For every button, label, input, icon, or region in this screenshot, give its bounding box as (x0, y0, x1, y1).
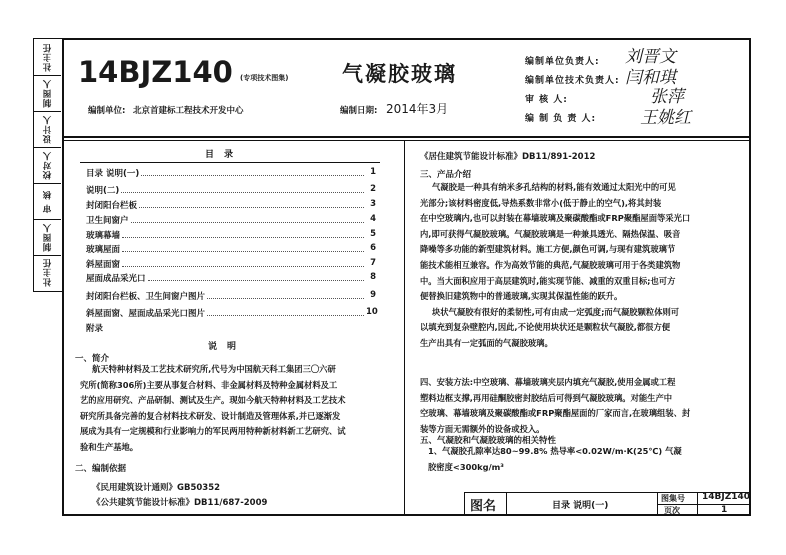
atlas-code: 14BJZ140 (78, 55, 233, 89)
atlas-number-label: 图集号 (661, 494, 685, 503)
notes-title: 说明 (208, 342, 247, 352)
drawing-name: 目录 说明(一) (552, 501, 609, 511)
side-cell: 社主任 (34, 39, 61, 76)
title-block-line (506, 492, 507, 516)
date-label: 编制日期: (340, 106, 378, 116)
side-cell: 设计人 (34, 111, 61, 148)
header-divider (62, 136, 751, 138)
toc-item: 卫生间窗户 4 (86, 214, 376, 226)
toc-item: 附录 (86, 324, 104, 334)
reference-item: 《居住建筑节能设计标准》DB11/891-2012 (420, 152, 596, 162)
reference-item: 《公共建筑节能设计标准》DB11/687-2009 (92, 498, 268, 508)
header-divider-thin (62, 140, 751, 141)
toc-item: 封闭阳台栏板 3 (86, 199, 376, 211)
page-number: 1 (721, 505, 728, 515)
atlas-number: 14BJZ140 (702, 492, 751, 502)
properties-paragraph: 1、气凝胶孔隙率达80~99.8% 热导率<0.02W/m·K(25℃) 气凝 胶密度<300kg/m³ (428, 446, 682, 472)
signature: 张萍 (650, 87, 684, 107)
role-label: 编制单位负责人: (525, 57, 600, 67)
toc-item: 目录 说明(一) 1 (86, 167, 376, 179)
section-heading: 三、产品介绍 (420, 170, 472, 180)
compiler: 北京首建标工程技术开发中心 (133, 106, 244, 116)
side-cell: 社主任 (42, 258, 53, 287)
signature: 闫和琪 (625, 68, 676, 88)
date: 2014年3月 (386, 102, 449, 116)
toc-item: 斜屋面窗 7 (86, 258, 376, 270)
role-label: 审 核 人: (525, 95, 568, 105)
section-heading: 一、简介 (75, 354, 110, 364)
signature: 王姚红 (640, 108, 691, 128)
column-divider (404, 140, 405, 516)
reference-item: 《民用建筑设计通则》GB50352 (92, 483, 221, 493)
installation-paragraph: 四、安装方法:中空玻璃、幕墙玻璃夹层内填充气凝胶,使用金属或工程 塑料边框支撑,再用硅酮胶密封胶结后可得到气凝胶玻璃。对能生产中 空玻璃、幕墙玻璃及聚碳酸酯或FRP聚酯屋面的厂家而言,在玻璃组装、封 装等方面无需额外的设备或投入。 (420, 377, 691, 434)
side-cell: 审 核 (34, 183, 61, 220)
section-paragraph: 气凝胶是一种具有纳米多孔结构的材料,能有效通过太阳光中的可见 光部分;该材料密度低,导热系数非常小(低于静止的空气),将其封装 在中空玻璃内,也可以封装在幕墙玻璃及聚碳酸酯或FRP聚酯屋面等采光口 内,即可获得气凝胶玻璃。气凝胶玻璃是一种兼具透光、隔热保温、吸音 降噪等多功能的新型建筑材料。施工方便,颜色可调,与现有建筑玻璃节 能技术能相互兼容。作为高效节能的典范,气凝胶玻璃可用于各类建筑物 中。当大面积应用于高层建筑时,能实现节能、减重的双重目标;也可方 便替换旧建筑物中的普通玻璃,实现其保温性能的跃升。 块状气凝胶有很好的柔韧性,可有由成一定弧度;而气凝胶颗粒体则可 以填充到复杂壁腔内,因此,不论使用块状还是颗粒状气凝胶,都很方便 生产出具有一定弧面的气凝胶玻璃。 (420, 182, 691, 348)
side-cell: 校对人 (34, 147, 61, 184)
side-cell: 制图人 (34, 75, 61, 112)
toc-item: 玻璃幕墙 5 (86, 229, 376, 241)
signature: 刘晋文 (625, 47, 676, 67)
atlas-code-note: (专项技术图集) (240, 74, 289, 82)
compiler-label: 编制单位: (88, 106, 126, 116)
drawing-name-label: 图名 (470, 499, 497, 514)
toc-rule (80, 162, 380, 163)
page-title: 气凝胶玻璃 (342, 62, 457, 86)
section-heading: 五、气凝胶和气凝胶玻璃的相关特性 (420, 436, 557, 446)
side-cell: 制图人 (34, 219, 61, 256)
side-strip (33, 38, 63, 292)
toc-title: 目录 (205, 150, 244, 160)
toc-item: 封闭阳台栏板、卫生间窗户图片 9 (86, 290, 376, 302)
toc-item: 玻璃屋面 6 (86, 243, 376, 255)
section-paragraph: 航天特种材料及工艺技术研究所,代号为中国航天科工集团三〇六研 究所(简称306所)主要从事复合材料、非金属材料及特种金属材料及工 艺的应用研究、产品研制、测试及生产。现如今航天特种材料及工艺技术 研究所具备完善的复合材料技术研发、设计制造及管理体系,并已逐渐发 展成为具有一定规模和行业影响力的军民两用特种新材料新工艺研究、试 验和生产基地。 (80, 364, 346, 452)
role-label: 编 制 负 责 人: (525, 114, 597, 124)
toc-item: 屋面成品采光口 8 (86, 272, 376, 284)
section-heading: 二、编制依据 (75, 464, 127, 474)
toc-item: 斜屋面窗、屋面成品采光口图片 10 (86, 307, 378, 319)
role-label: 编制单位技术负责人: (525, 76, 620, 86)
page-number-label: 页次 (664, 506, 680, 515)
toc-item: 说明(二) 2 (86, 184, 376, 196)
